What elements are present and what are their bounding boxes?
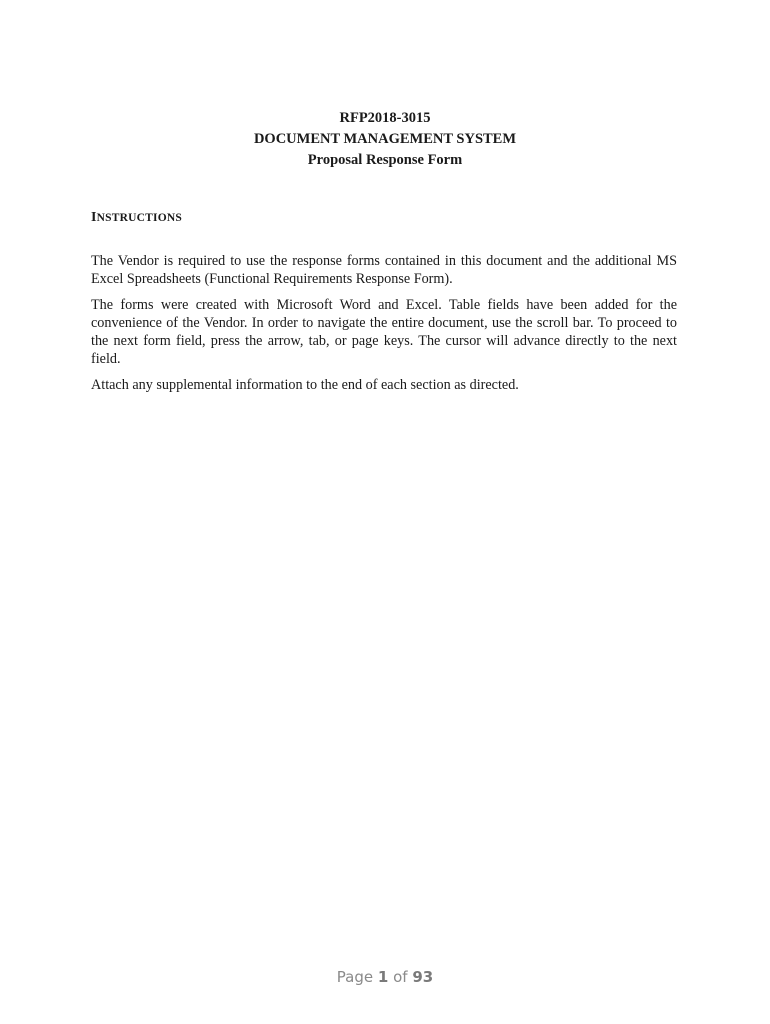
document-header xyxy=(0,108,770,171)
instructions-paragraph: The Vendor is required to use the response forms contained in this document and the additional MS Excel Spreadsheets (Functional Requirements Response Form). xyxy=(91,253,677,287)
page-word: Page xyxy=(336,968,374,986)
instructions-body xyxy=(91,252,677,402)
instructions-paragraph: The forms were created with Microsoft Word and Excel. Table fields have been added for the convenience of the Vendor. In order to navigate the entire document, use the scroll bar. To proceed to the next form field, press the arrow, tab, or page keys. The cursor will advance directly to the next field. xyxy=(91,297,677,367)
instructions-heading-rest: NSTRUCTIONS xyxy=(96,212,182,224)
of-word: of xyxy=(393,968,408,986)
instructions-heading xyxy=(91,210,182,226)
total-pages-number: 93 xyxy=(412,968,434,986)
rfp-number: RFP2018-3015 xyxy=(339,110,431,126)
current-page-number: 1 xyxy=(377,968,389,986)
system-title: DOCUMENT MANAGEMENT SYSTEM xyxy=(253,131,517,147)
instructions-heading-initial: I xyxy=(91,210,97,225)
instructions-paragraph: Attach any supplemental information to the end of each section as directed. xyxy=(91,377,519,393)
page-indicator xyxy=(0,968,770,986)
form-title: Proposal Response Form xyxy=(307,152,463,168)
